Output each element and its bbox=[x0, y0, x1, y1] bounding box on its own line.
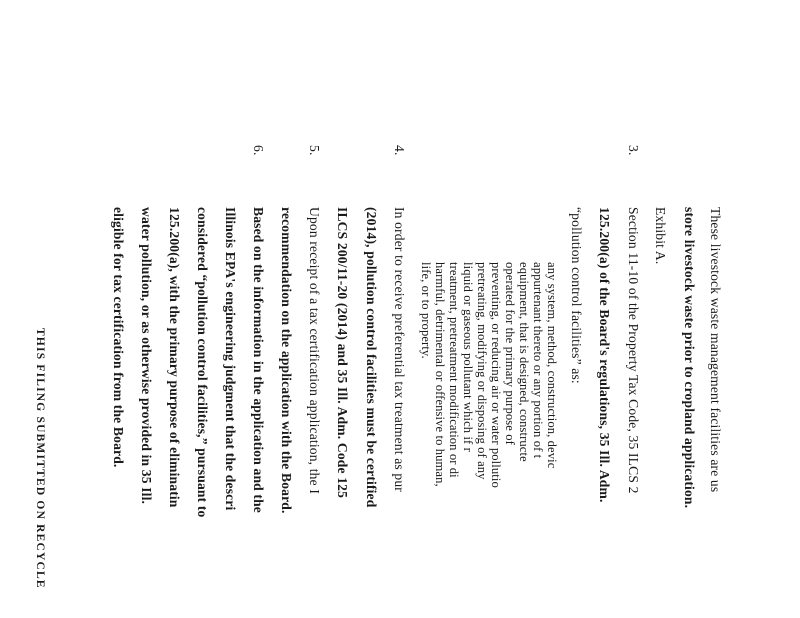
document-text-line: Section 11-10 of the Property Tax Code, 35 ILCS 2 bbox=[626, 207, 641, 494]
document-text-line: ILCS 200/11-20 (2014) and 35 Ill. Adm. Code 125 bbox=[335, 207, 350, 499]
footer-filing-notice: THIS FILING SUBMITTED ON RECYCLE bbox=[34, 328, 46, 589]
paragraph-number: 3. bbox=[626, 145, 641, 156]
paragraph-number: 4. bbox=[392, 145, 407, 156]
document-text-line: considered “pollution control facilities,” pursuant to bbox=[195, 207, 210, 518]
document-text-line: equipment, that is designed, constructe bbox=[517, 262, 531, 462]
document-text-line: 125.200(a), with the primary purpose of eliminatin bbox=[167, 207, 182, 508]
paragraph-number: 5. bbox=[307, 145, 322, 156]
document-text-line: eligible for tax certification from the Board. bbox=[111, 207, 126, 468]
document-text-line: liquid or gaseous pollutant which if r bbox=[461, 262, 475, 452]
document-text-line: Exhibit A. bbox=[653, 207, 668, 265]
document-text-line: store livestock waste prior to cropland application. bbox=[682, 207, 697, 509]
document-text-line: Illinois EPA's engineering judgment that the descri bbox=[223, 207, 238, 511]
document-text-line: operated for the primary purpose of bbox=[503, 262, 517, 445]
document-text-line: treatment, pretreatment modification or di bbox=[447, 262, 461, 478]
document-text-line: In order to receive preferential tax treatment as pur bbox=[392, 207, 407, 492]
document-text-line: any system, method, construction, devic bbox=[545, 262, 559, 469]
document-text-line: preventing, or reducing air or water pollutio bbox=[489, 262, 503, 488]
document-text-line: harmful, detrimental or offensive to human, bbox=[433, 262, 447, 487]
document-text-line: “pollution control facilities” as: bbox=[569, 207, 584, 384]
paragraph-number: 6. bbox=[251, 145, 266, 156]
document-text-line: life, or to property. bbox=[419, 262, 433, 359]
document-text-line: water pollution, or as otherwise provided in 35 Ill. bbox=[139, 207, 154, 505]
document-text-line: These livestock waste management facilities are us bbox=[708, 207, 723, 493]
document-text-line: pretreating, modifying or disposing of any bbox=[475, 262, 489, 480]
document-text-line: appurtenant thereto or any portion of t bbox=[531, 262, 545, 459]
document-text-line: Upon receipt of a tax certification application, the I bbox=[307, 207, 322, 495]
document-text-line: Based on the information in the application and the bbox=[251, 207, 266, 513]
document-text-line: (2014), pollution control facilities must be certified bbox=[364, 207, 379, 508]
document-text-line: recommendation on the application with the Board. bbox=[279, 207, 294, 514]
document-text-line: 125.200(a) of the Board's regulations, 35 Ill. Adm. bbox=[597, 207, 612, 503]
